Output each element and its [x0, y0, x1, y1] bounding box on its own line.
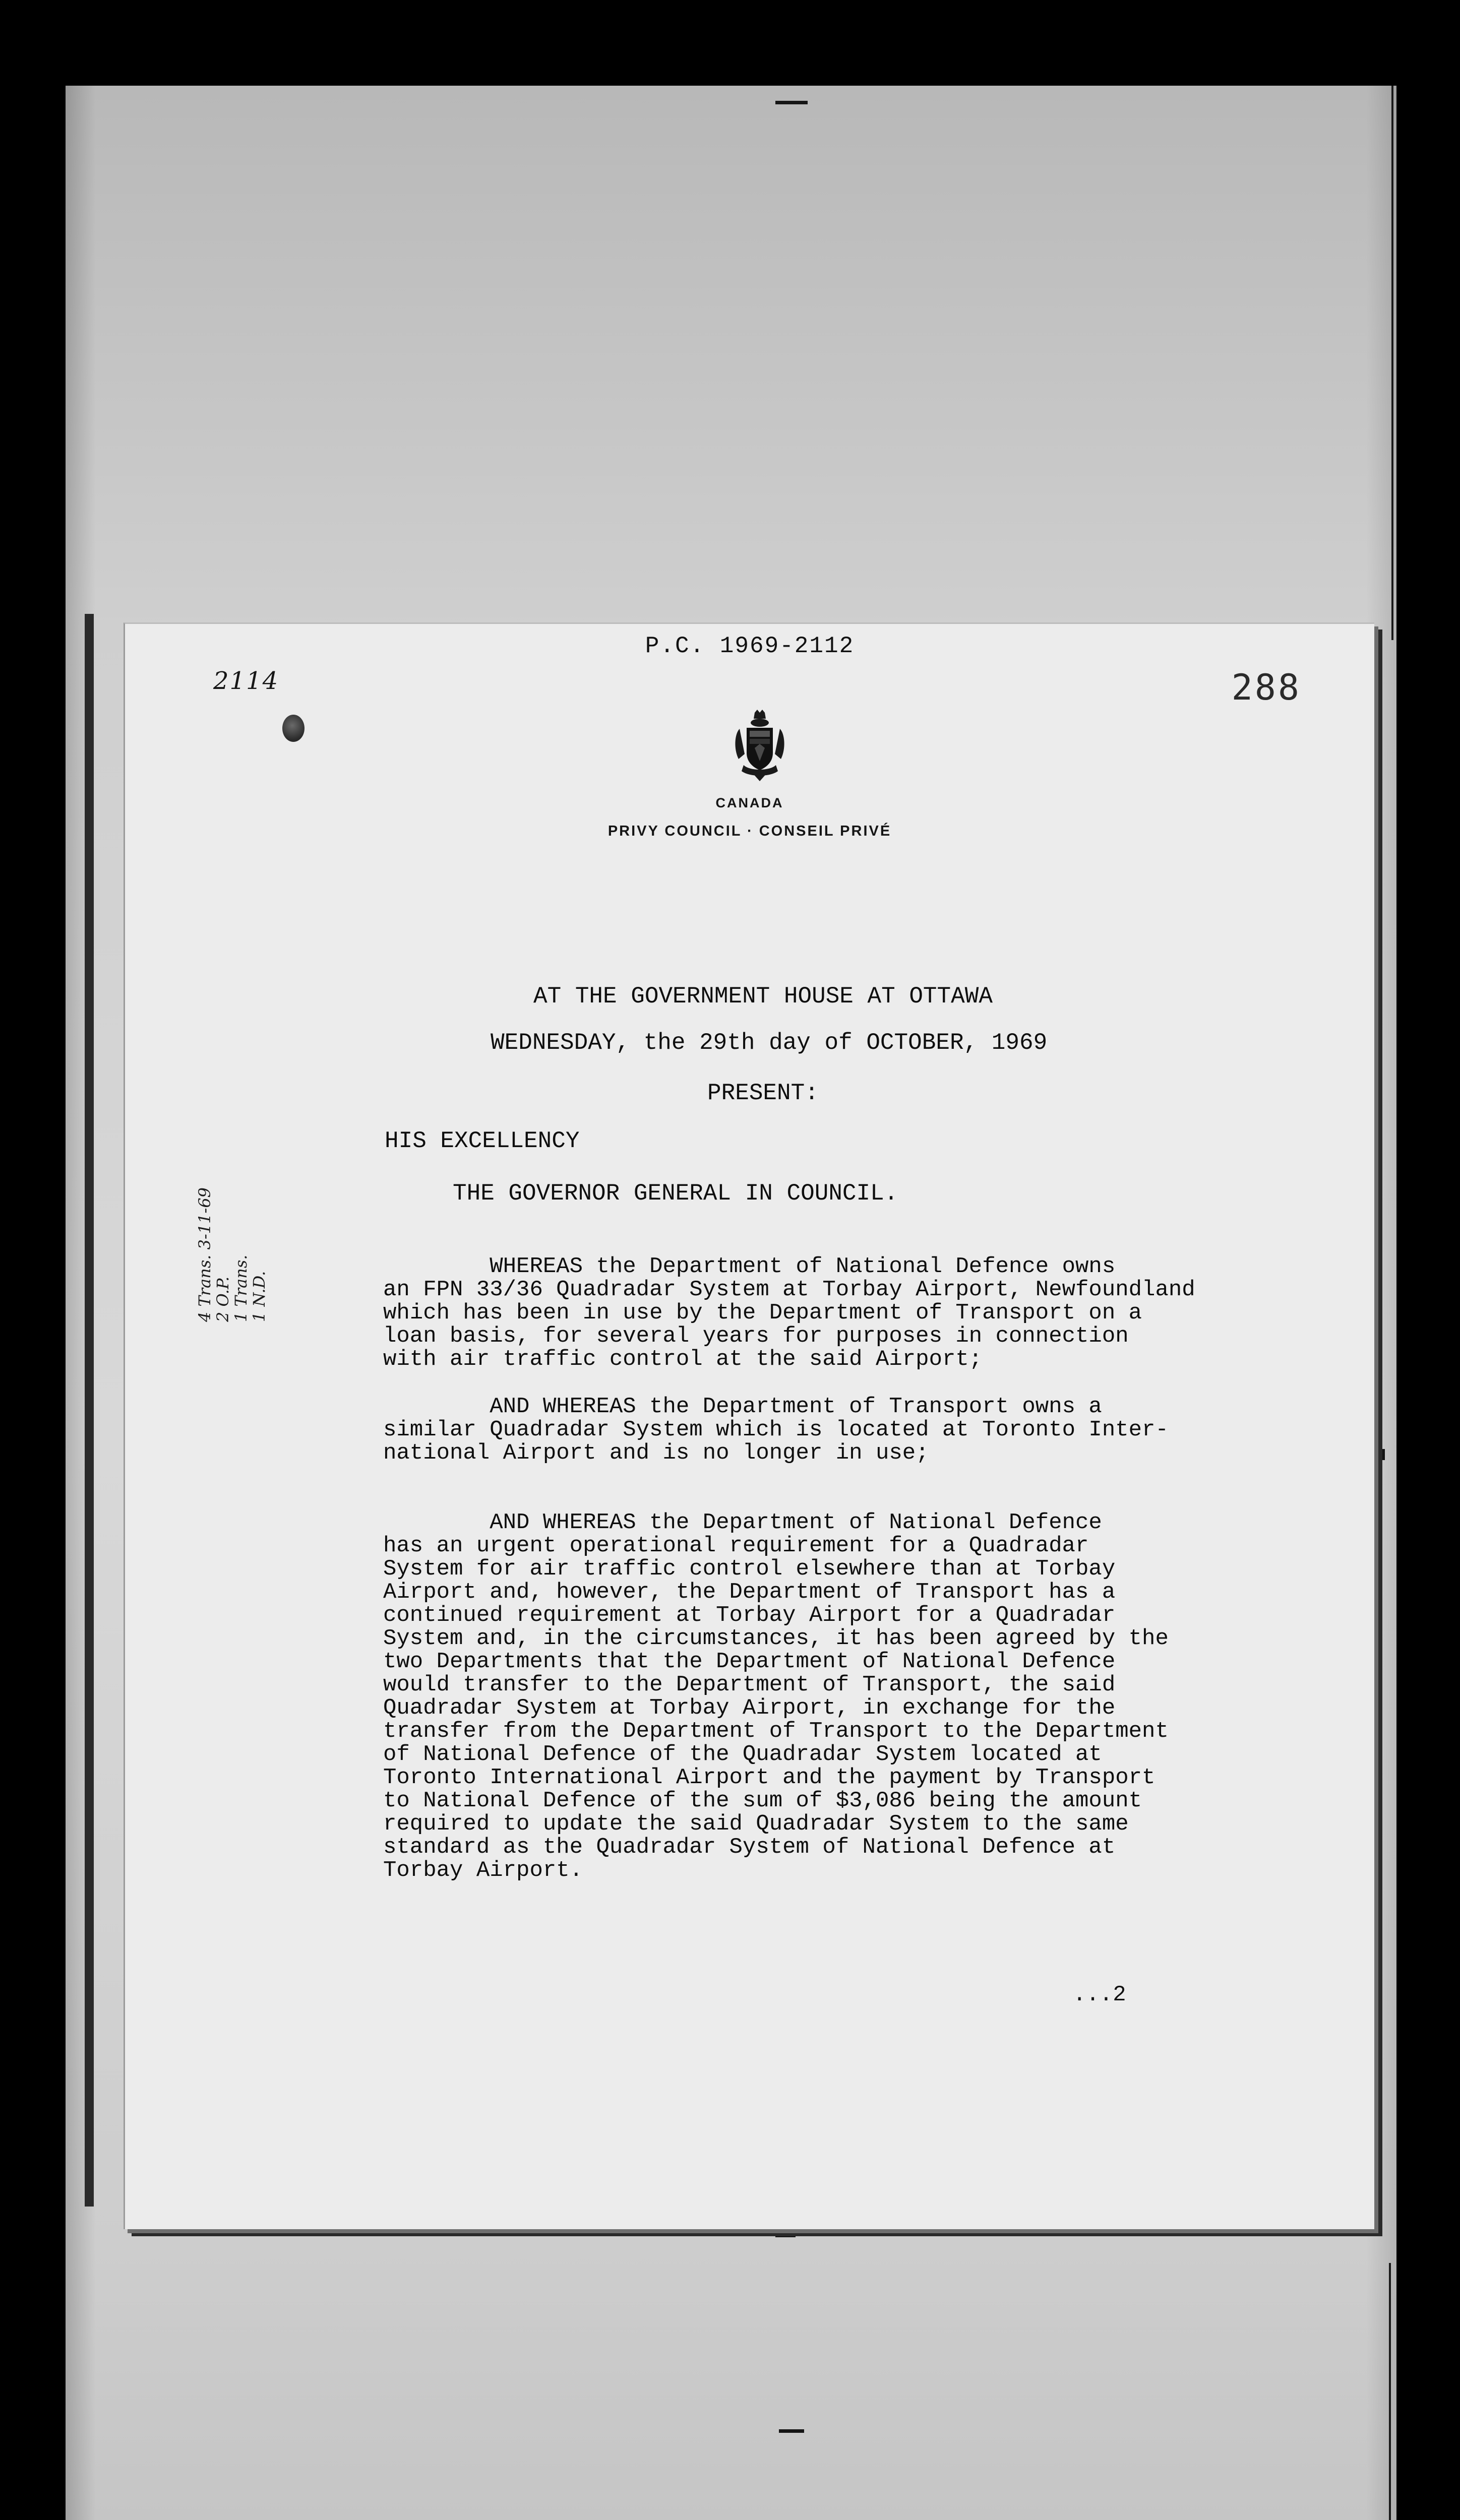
margin-note: 4 Trans. 3-11-69: [195, 1187, 214, 1322]
film-mark-middle: [779, 2429, 804, 2433]
present-heading: PRESENT:: [707, 1080, 819, 1106]
coat-of-arms-icon: [729, 709, 790, 784]
paragraph-whereas-1: WHEREAS the Department of National Defence owns an FPN 33/36 Quadradar System at Torbay Airport, Newfoundland which has been in use by the Department of Transport on a loan basis, for several years for purposes in connection with air traffic control at the said Airport;: [383, 1254, 1195, 1372]
film-speck-right: [1381, 1449, 1385, 1460]
film-mark-top: [775, 101, 808, 104]
order-council-number: P.C. 1969-2112: [645, 633, 855, 659]
excellency-heading: HIS EXCELLENCY: [385, 1128, 580, 1154]
frame-line-right: [1391, 86, 1393, 640]
governor-heading: THE GOVERNOR GENERAL IN COUNCIL.: [453, 1180, 898, 1207]
paragraph-whereas-3: AND WHEREAS the Department of National Defence has an urgent operational requirement for a Quadradar System for air traffic control elsewhere than at Torbay Airport and, however, the Department of Transport has a continued requirement at Torbay Airport for a Quadradar System and, in the circumstances, it has been agreed by the two Departments that the Department of National Defence would transfer to the Department of Transport, the said Quadradar System at Torbay Airport, in exchange for the transfer from the Department of Transport to the Department of National Defence of the Quadradar System located at Toronto International Airport and the payment by Transport to National Defence of the sum of $3,086 being the amount required to update the said Quadradar System to the same standard as the Quadradar System of National Defence at Torbay Airport.: [383, 1510, 1169, 1883]
page-number-stamp: 288: [1231, 667, 1301, 708]
film-mark-paper-bottom: [775, 2234, 796, 2237]
date-heading: WEDNESDAY, the 29th day of OCTOBER, 1969: [491, 1030, 1048, 1056]
paper-stack-edge: [85, 614, 94, 2207]
frame-line-right-lower: [1389, 2263, 1391, 2520]
country-label: CANADA: [715, 795, 784, 810]
continuation-marker: ...2: [1073, 1982, 1126, 2007]
punch-hole: [282, 715, 305, 742]
location-heading: AT THE GOVERNMENT HOUSE AT OTTAWA: [533, 983, 993, 1010]
privy-council-label: PRIVY COUNCIL · CONSEIL PRIVÉ: [607, 823, 892, 839]
margin-note: 2 O.P.: [213, 1276, 232, 1322]
paragraph-whereas-2: AND WHEREAS the Department of Transport owns a similar Quadradar System which is located at Toronto Inter- national Airport and is no longer in use;: [383, 1394, 1169, 1466]
handwritten-file-number: 2114: [213, 667, 279, 695]
handwritten-margin-notes: [195, 1187, 276, 1322]
margin-note: 1 N.D.: [250, 1271, 269, 1322]
document-page: [124, 622, 1374, 2229]
margin-note: 1 Trans.: [231, 1254, 251, 1322]
microfilm-frame: [66, 86, 1396, 2520]
